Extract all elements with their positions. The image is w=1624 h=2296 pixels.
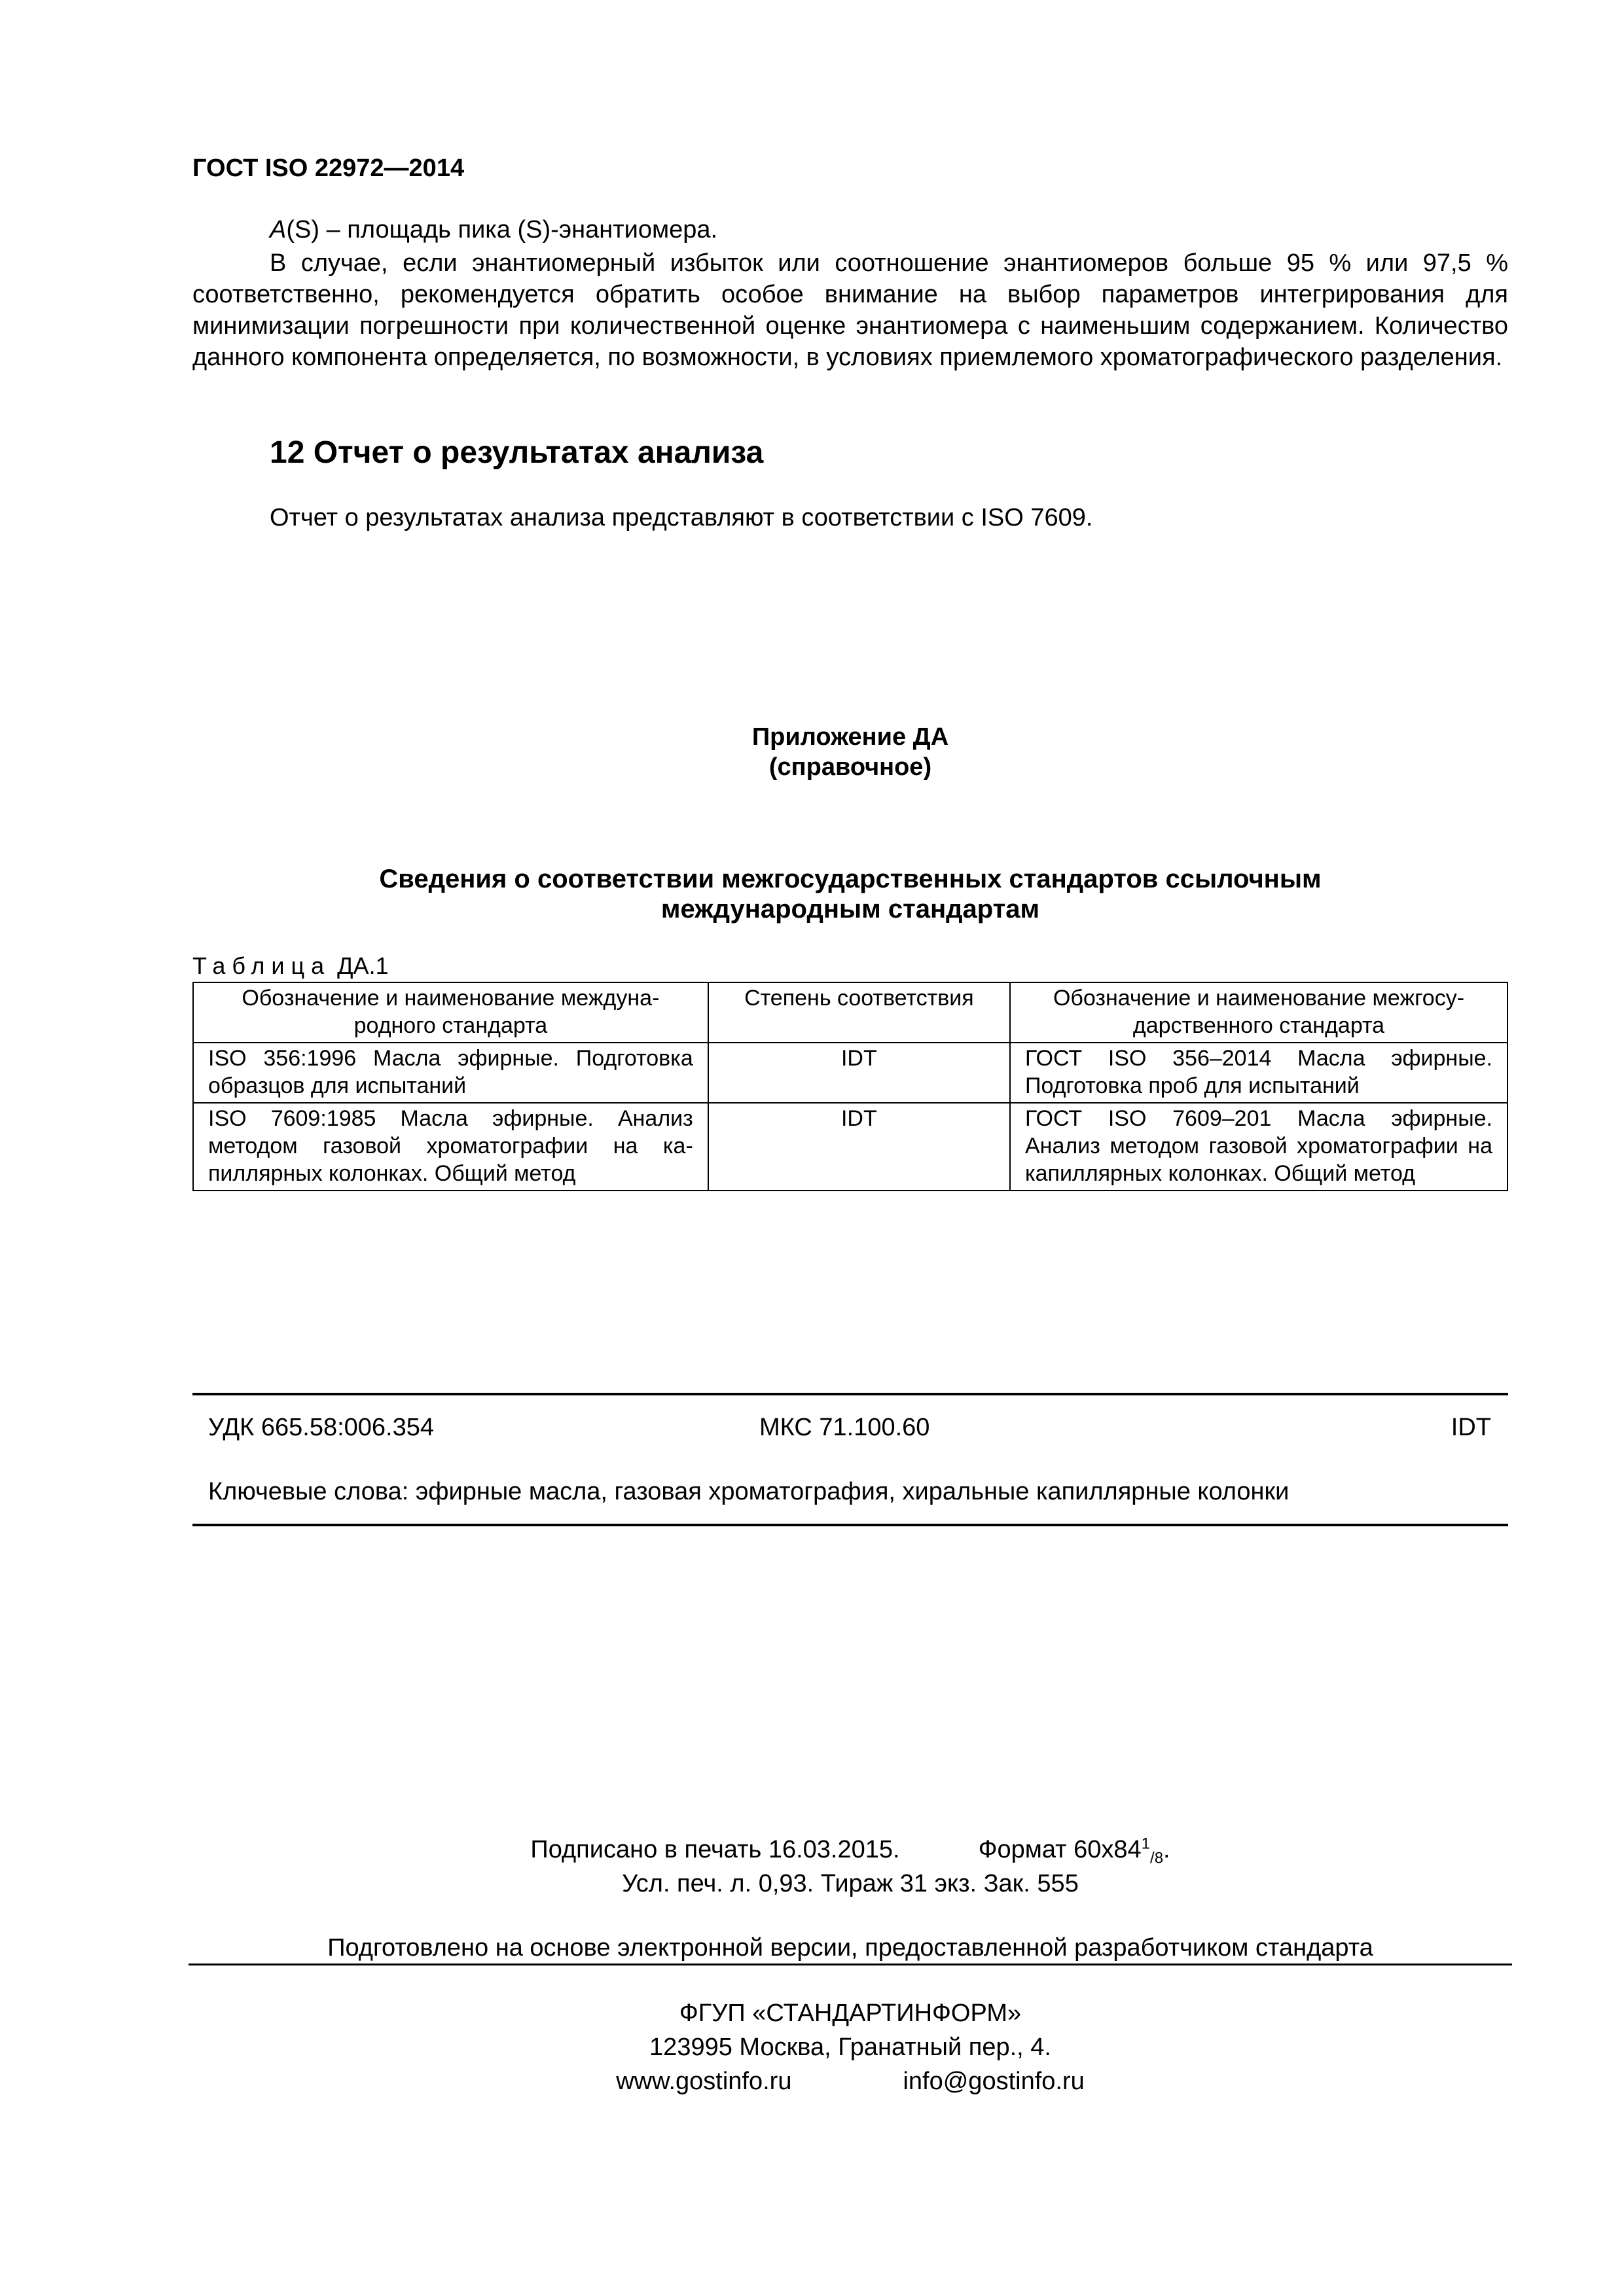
publisher-address: 123995 Москва, Гранатный пер., 4.	[649, 2034, 1051, 2061]
format-prefix: Формат 60x84	[978, 1836, 1142, 1863]
format-sup: 1	[1141, 1835, 1151, 1853]
section-12-text: Отчет о результатах анализа представляют в соответствии с ISO 7609.	[270, 504, 1093, 531]
prepared-note: Подготовлено на основе электронной версии, предоставленной разработчиком стандарта	[327, 1934, 1373, 1962]
correspondence-table	[192, 982, 1508, 1191]
idt-label: IDT	[1451, 1414, 1491, 1441]
appendix-heading-line1: Сведения о соответствии межгосударственных стандартов ссылочным	[379, 865, 1322, 893]
table-caption-number: ДА.1	[337, 952, 389, 979]
table-row	[193, 1103, 1507, 1191]
mks-code: МКС 71.100.60	[759, 1414, 930, 1441]
table-header-row	[193, 982, 1507, 1043]
header-degree: Степень соответствия	[708, 982, 1010, 1043]
appendix-subtitle: (справочное)	[768, 753, 932, 781]
cell-intl-standard: ISO 356:1996 Масла эфирные. Подготовка образцов для испытаний	[193, 1043, 708, 1103]
cell-degree: IDT	[708, 1103, 1010, 1191]
imprint-conditions: Усл. печ. л. 0,93. Тираж 31 экз. Зак. 555	[622, 1870, 1079, 1897]
table-caption-word: Таблица	[192, 952, 331, 979]
appendix-heading-line2: международным стандартам	[660, 895, 1040, 924]
cell-intl-standard: ISO 7609:1985 Масла эфирные. Анализ методом газовой хроматографии на ка-пиллярных колонках. Общий метод	[193, 1103, 708, 1191]
divider-bottom	[192, 1524, 1508, 1526]
header-national-standard: Обозначение и наименование межгосу-дарственного стандарта	[1010, 982, 1507, 1043]
cell-national-standard: ГОСТ ISO 356–2014 Масла эфирные. Подготовка проб для испытаний	[1010, 1043, 1507, 1103]
website-link[interactable]: www.gostinfo.ru	[616, 2068, 792, 2095]
formula-symbol: A	[270, 216, 287, 243]
keywords: Ключевые слова: эфирные масла, газовая хроматография, хиральные капиллярные колонки	[208, 1478, 1290, 1505]
udk-code: УДК 665.58:006.354	[208, 1414, 435, 1441]
table-row	[193, 1043, 1507, 1103]
formula-definition	[270, 216, 717, 244]
publisher-contacts	[192, 2064, 1508, 2098]
imprint-signed-line	[192, 1833, 1508, 1867]
appendix-title: Приложение ДА	[751, 723, 949, 751]
format-suffix: .	[1163, 1836, 1170, 1863]
intro-paragraph: В случае, если энантиомерный избыток или соотношение энантиомеров больше 95 % или 97,5 % соответственно, рекомендуется обратить особое внимание на выбор параметров интегрирования для минимизации погрешности при количественной оценке энантиомера с наименьшим содержанием. Количество данного компонента определяется, по возможности, в условиях приемлемого хроматографического разделения.	[192, 249, 1508, 371]
formula-definition-text: (S) – площадь пика (S)-энантиомера.	[286, 216, 718, 243]
cell-national-standard: ГОСТ ISO 7609–201 Масла эфирные. Анализ методом газовой хроматографии на капиллярных колонках. Общий метод	[1010, 1103, 1507, 1191]
publisher-name: ФГУП «СТАНДАРТИНФОРМ»	[679, 2000, 1022, 2027]
signed-date: Подписано в печать 16.03.2015.	[530, 1836, 900, 1863]
cell-degree: IDT	[708, 1043, 1010, 1103]
document-header: ГОСТ ISO 22972—2014	[192, 154, 465, 182]
header-intl-standard: Обозначение и наименование междуна-родного стандарта	[193, 982, 708, 1043]
divider-top	[192, 1393, 1508, 1395]
format-sub: /8	[1150, 1849, 1164, 1867]
divider-imprint	[189, 1964, 1512, 1965]
section-12-title: 12 Отчет о результатах анализа	[270, 435, 764, 470]
table-caption	[192, 952, 389, 980]
email-link[interactable]: info@gostinfo.ru	[903, 2068, 1085, 2095]
